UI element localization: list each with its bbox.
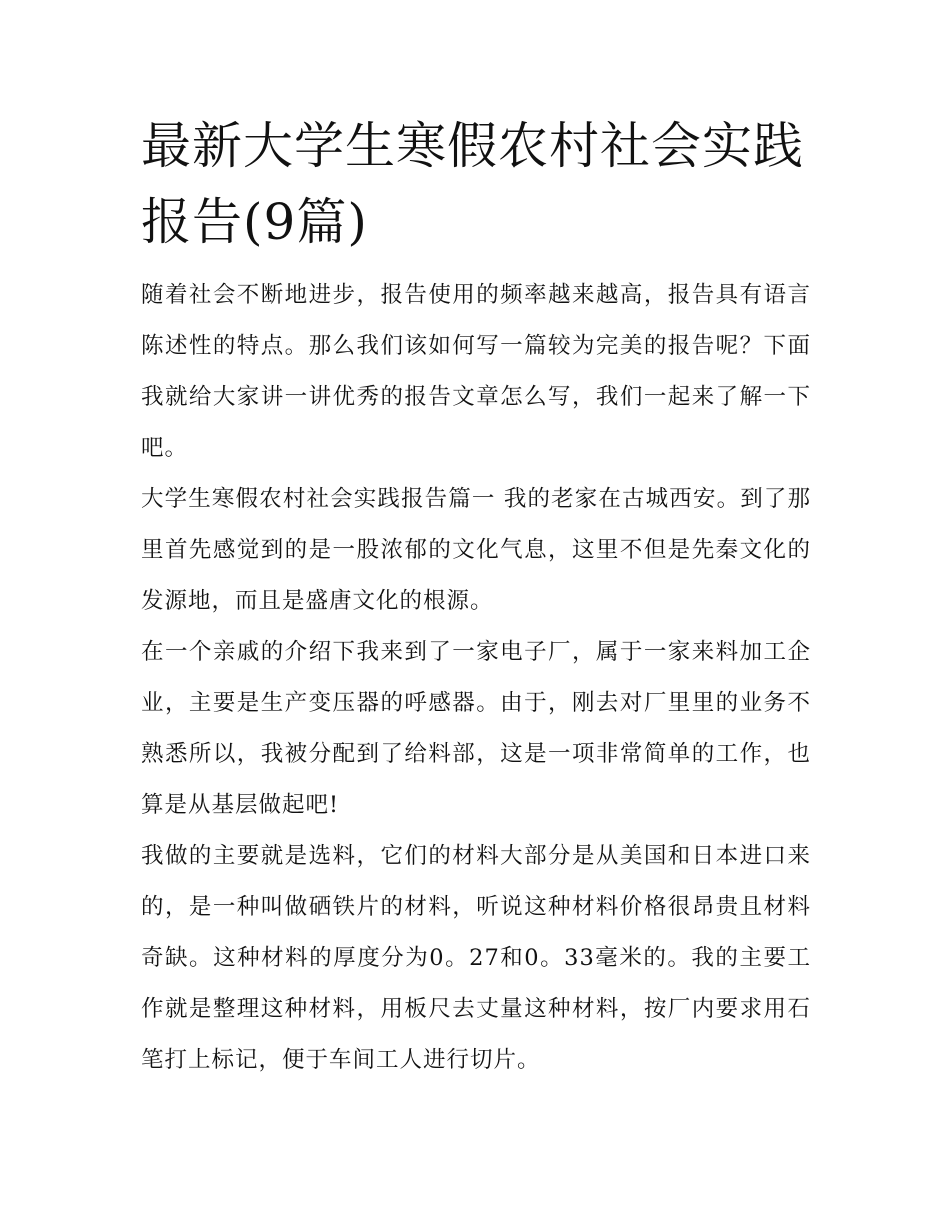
document-page [141,108,811,1086]
paragraph-chapter-one: 大学生寒假农村社会实践报告篇一 我的老家在古城西安。到了那里首先感觉到的是一股浓郁的文化气息，这里不但是先秦文化的发源地，而且是盛唐文化的根源。 [141,486,811,614]
paragraph-materials: 我做的主要就是选料，它们的材料大部分是从美国和日本进口来的，是一种叫做硒铁片的材料，听说这种材料价格很昂贵且材料奇缺。这种材料的厚度分为0。27和0。33毫米的。我的主要工作就是整理这种材料，用板尺去丈量这种材料，按厂内要求用石笔打上标记，便于车间工人进行切片。 [141,843,811,1073]
document-title: 最新大学生寒假农村社会实践报告(9篇) [141,117,804,251]
paragraph-intro: 随着社会不断地进步，报告使用的频率越来越高，报告具有语言陈述性的特点。那么我们该如何写一篇较为完美的报告呢？下面我就给大家讲一讲优秀的报告文章怎么写，我们一起来了解一下吧。 [141,282,811,461]
paragraph-factory: 在一个亲戚的介绍下我来到了一家电子厂，属于一家来料加工企业，主要是生产变压器的呼感器。由于，刚去对厂里里的业务不熟悉所以，我被分配到了给料部，这是一项非常简单的工作，也算是从基层做起吧! [141,639,811,818]
document-body [141,270,811,1086]
